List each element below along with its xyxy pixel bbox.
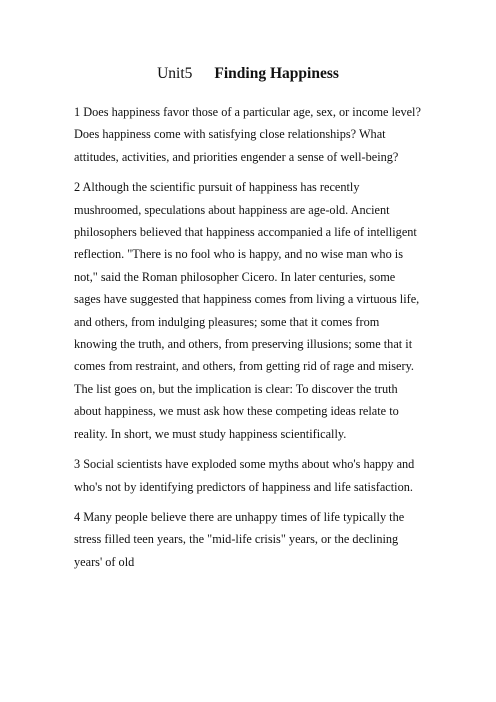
unit-label: Unit5 (157, 65, 193, 82)
paragraph-1: 1 Does happiness favor those of a particular age, sex, or income level? Does happiness come with satisfying close relationships? What attitudes, activities, and priorities engender a sense of well-being? (74, 105, 421, 164)
paragraph-3: 3 Social scientists have exploded some myths about who's happy and who's not by identifying predictors of happiness and life satisfaction. (74, 457, 415, 494)
page-title (0, 64, 496, 84)
unit-title: Finding Happiness (214, 65, 339, 82)
paragraph-2: 2 Although the scientific pursuit of happiness has recently mushroomed, speculations about happiness are age-old. Ancient philosophers believed that happiness accompanied a life of intelligent reflection. "There is no fool who is happy, and no wise man who is not," said the Roman philosopher Cicero. In later centuries, some sages have suggested that happiness comes from living a virtuous life, and others, from indulging pleasures; some that it comes from knowing the truth, and others, from preserving illusions; some that it comes from restraint, and others, from getting rid of rage and misery. The list goes on, but the implication is clear: To discover the truth about happiness, we must ask how these competing ideas relate to reality. In short, we must study happiness scientifically. (74, 180, 420, 441)
paragraph-4: 4 Many people believe there are unhappy times of life typically the stress filled teen years, the "mid-life crisis" years, or the declining years' of old (74, 509, 405, 569)
document-body (74, 101, 424, 581)
